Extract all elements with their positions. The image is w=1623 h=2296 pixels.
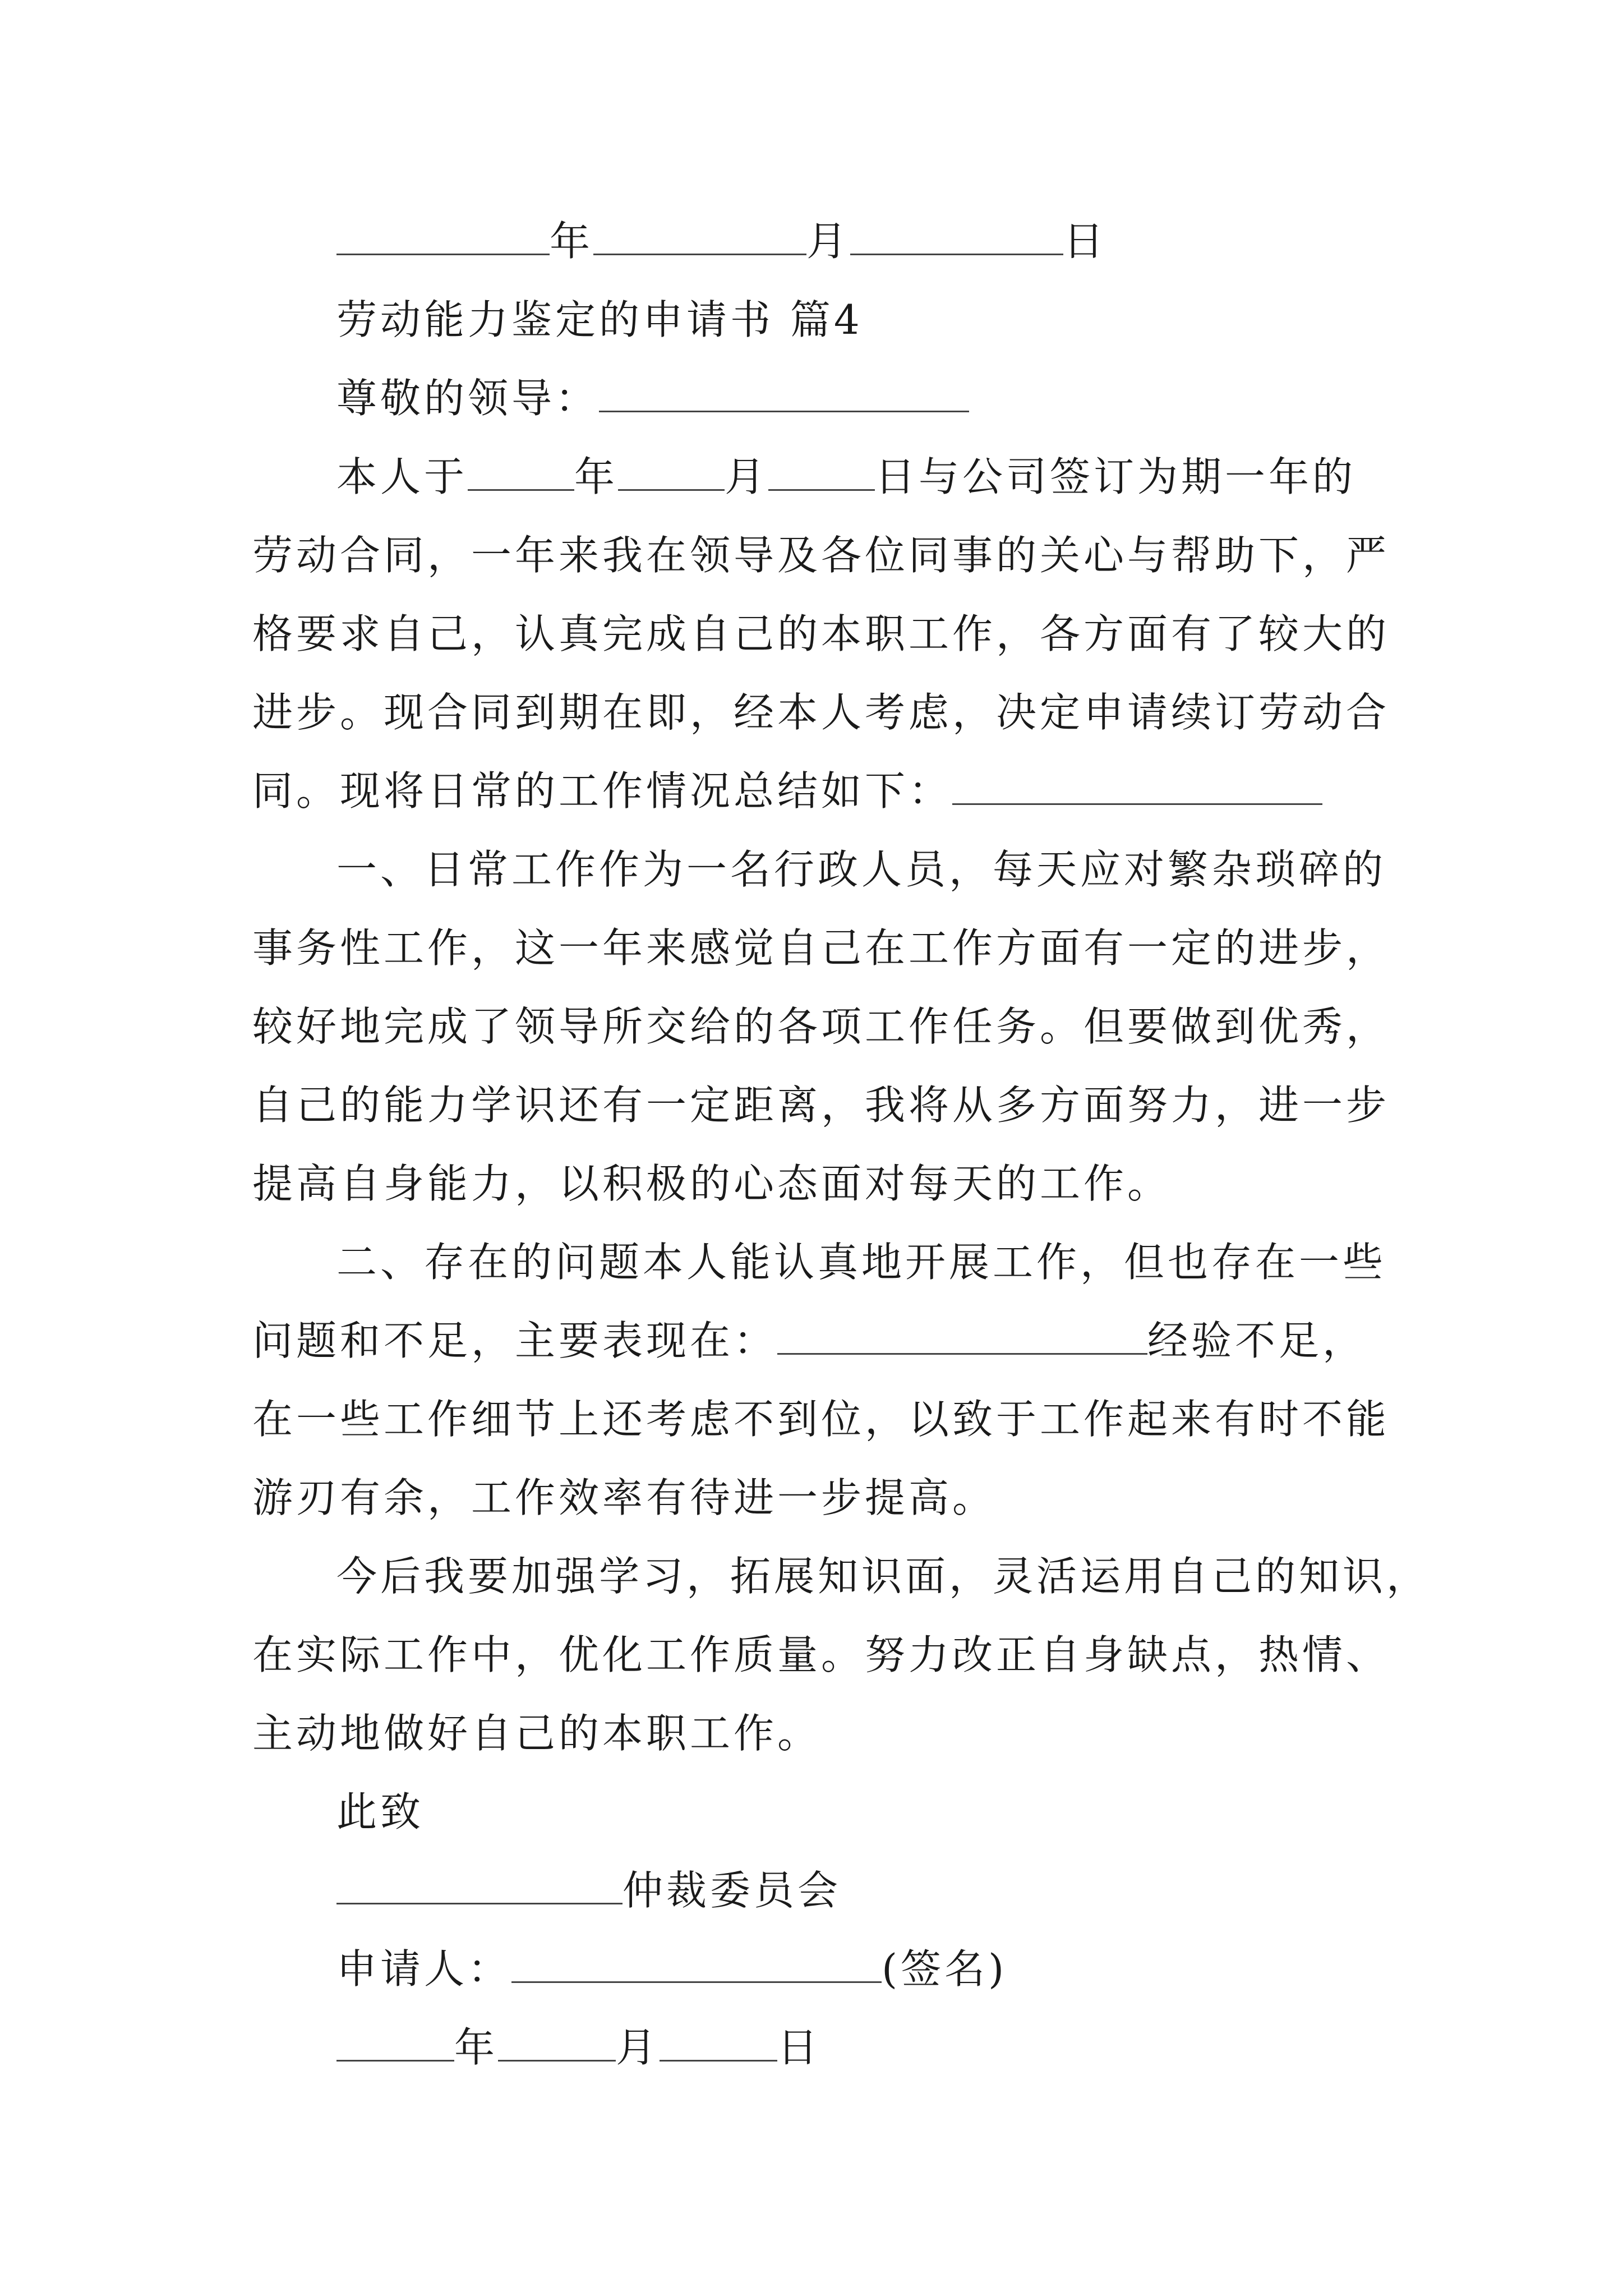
- closing: 此致: [336, 1788, 425, 1835]
- para1-day-blank: [768, 452, 875, 491]
- para1-month-label: 月: [725, 453, 769, 500]
- para2-line1: 一、日常工作作为一名行政人员，每天应对繁杂琐碎的: [336, 846, 1387, 893]
- para1-line1: [336, 449, 1520, 505]
- bottom-month-blank: [498, 2023, 616, 2062]
- bottom-month-label: 月: [616, 2024, 660, 2071]
- para1-line2: 劳动合同，一年来我在领导及各位同事的关心与帮助下，严: [252, 532, 1390, 579]
- para1-line4: 进步。现合同到期在即，经本人考虑，决定申请续订劳动合: [252, 689, 1390, 736]
- para3-line1: 二、存在的问题本人能认真地开展工作，但也存在一些: [336, 1239, 1387, 1286]
- month-blank: [593, 217, 806, 255]
- top-date-line: [336, 213, 1520, 269]
- day-blank: [850, 217, 1063, 255]
- para3-line2-prefix: 问题和不足，主要表现在：: [252, 1317, 778, 1364]
- para3-line2-suffix: 经验不足，: [1147, 1317, 1367, 1364]
- para1-year-label: 年: [574, 453, 619, 500]
- document-title: 劳动能力鉴定的申请书 篇4: [336, 296, 863, 343]
- para3-line2: [252, 1313, 1436, 1369]
- para1-line3: 格要求自己，认真完成自己的本职工作，各方面有了较大的: [252, 610, 1390, 657]
- bottom-date-line: [336, 2019, 1520, 2076]
- para4-line1: 今后我要加强学习，拓展知识面，灵活运用自己的知识，: [336, 1553, 1431, 1600]
- salutation: 尊敬的领导：: [336, 375, 600, 422]
- recipient-blank: [599, 374, 969, 412]
- para4-line2: 在实际工作中，优化工作质量。努力改正自身缺点，热情、: [252, 1631, 1390, 1678]
- para2-line3: 较好地完成了领导所交给的各项工作任务。但要做到优秀，: [252, 1003, 1390, 1050]
- applicant-blank: [511, 1944, 882, 1983]
- year-blank: [336, 217, 550, 255]
- para1-prefix: 本人于: [336, 453, 468, 500]
- day-label: 日: [1063, 218, 1108, 265]
- bottom-year-label: 年: [454, 2024, 499, 2071]
- summary-blank: [952, 766, 1322, 805]
- committee-blank: [336, 1866, 623, 1904]
- para1-line5-text: 同。现将日常的工作情况总结如下：: [252, 767, 953, 815]
- problem-blank: [777, 1316, 1147, 1355]
- committee-label: 仲裁委员会: [623, 1867, 842, 1914]
- salutation-line: [336, 370, 1520, 426]
- committee-line: [336, 1862, 1520, 1918]
- para2-line2: 事务性工作，这一年来感觉自己在工作方面有一定的进步，: [252, 924, 1390, 972]
- month-label: 月: [806, 218, 851, 265]
- year-label: 年: [550, 218, 594, 265]
- para1-line5: [252, 763, 1436, 819]
- para3-line3: 在一些工作细节上还考虑不到位，以致于工作起来有时不能: [252, 1396, 1390, 1443]
- bottom-day-blank: [660, 2023, 777, 2062]
- para1-day-tail: 日与公司签订为期一年的: [875, 453, 1357, 500]
- para2-line4: 自己的能力学识还有一定距离，我将从多方面努力，进一步: [252, 1082, 1390, 1129]
- para1-month-blank: [618, 452, 725, 491]
- bottom-day-label: 日: [777, 2024, 822, 2071]
- applicant-line: [336, 1941, 1520, 1997]
- para4-line3: 主动地做好自己的本职工作。: [252, 1710, 822, 1757]
- applicant-label: 申请人：: [336, 1945, 512, 1993]
- bottom-year-blank: [336, 2023, 454, 2062]
- para1-year-blank: [468, 452, 574, 491]
- para3-line4: 游刃有余，工作效率有待进一步提高。: [252, 1474, 997, 1521]
- para2-line5: 提高自身能力，以积极的心态面对每天的工作。: [252, 1160, 1172, 1207]
- signature-note: (签名): [882, 1945, 1008, 1993]
